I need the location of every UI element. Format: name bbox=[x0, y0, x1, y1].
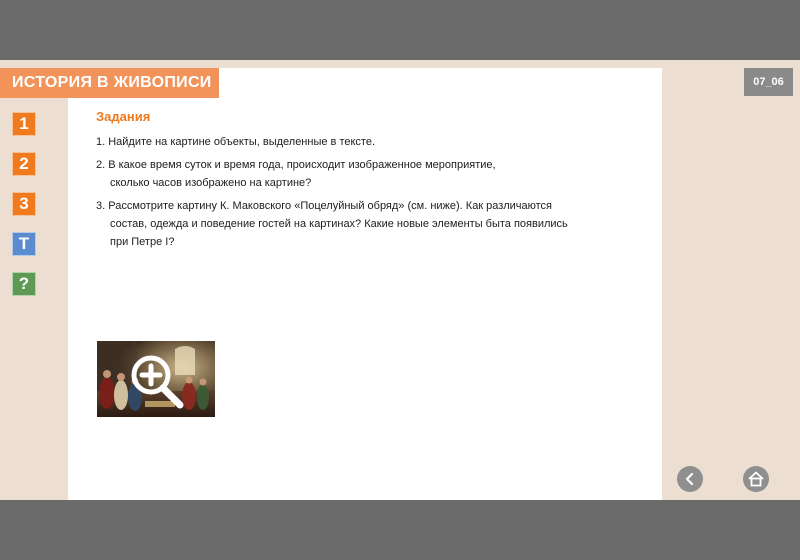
bottom-letterbox bbox=[0, 500, 800, 560]
page-number: 07_06 bbox=[744, 68, 793, 96]
task-2 bbox=[96, 156, 496, 192]
zoom-in-icon[interactable] bbox=[127, 351, 187, 411]
back-button[interactable] bbox=[677, 466, 703, 492]
title-bar bbox=[0, 68, 219, 98]
task-1-line-1: 1. Найдите на картине объекты, выделенные в тексте. bbox=[96, 136, 375, 148]
task-2-line-2: сколько часов изображено на картине? bbox=[110, 177, 312, 189]
task-3-line-3: при Петре I? bbox=[110, 236, 175, 248]
sidebar-item-1[interactable]: 1 bbox=[12, 112, 36, 136]
task-3-line-1: 3. Рассмотрите картину К. Маковского «Поцелуйный обряд» (см. ниже). Как различаются bbox=[96, 200, 553, 212]
section-title: Задания bbox=[96, 109, 151, 124]
sidebar-item-2[interactable]: 2 bbox=[12, 152, 36, 176]
home-button[interactable] bbox=[743, 466, 769, 492]
painting-thumbnail[interactable] bbox=[97, 341, 215, 417]
task-3 bbox=[96, 197, 568, 251]
sidebar-item-help[interactable]: ? bbox=[12, 272, 36, 296]
top-letterbox bbox=[0, 0, 800, 60]
sidebar-item-text[interactable]: Т bbox=[12, 232, 36, 256]
task-2-line-1: 2. В какое время суток и время года, происходит изображенное мероприятие, bbox=[96, 159, 496, 171]
home-icon bbox=[747, 470, 765, 488]
app-title: ИСТОРИЯ В ЖИВОПИСИ bbox=[12, 74, 212, 91]
sidebar-item-3[interactable]: 3 bbox=[12, 192, 36, 216]
back-arrow-icon bbox=[683, 472, 697, 486]
task-1 bbox=[96, 133, 375, 151]
task-3-line-2: состав, одежда и поведение гостей на картинах? Какие новые элементы быта появились bbox=[110, 218, 568, 230]
